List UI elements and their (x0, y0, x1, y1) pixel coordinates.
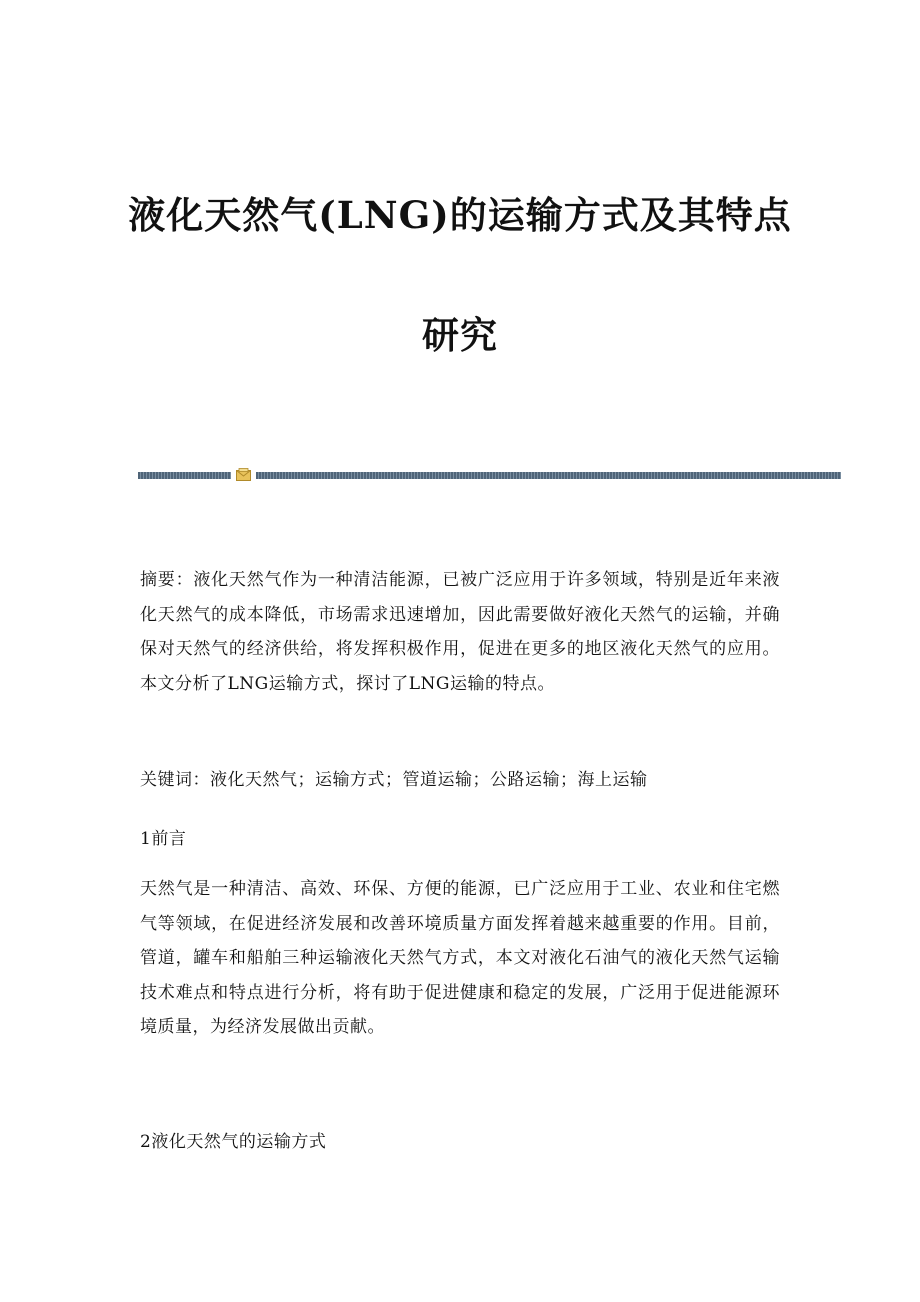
divider-bar-left (138, 472, 231, 479)
abstract-paragraph: 摘要：液化天然气作为一种清洁能源，已被广泛应用于许多领域，特别是近年来液化天然气的成本降低，市场需求迅速增加，因此需要做好液化天然气的运输，并确保对天然气的经济供给，将发挥积极作用，促进在更多的地区液化天然气的应用。本文分析了LNG运输方式，探讨了LNG运输的特点。 (140, 570, 780, 694)
section-1-paragraph: 天然气是一种清洁、高效、环保、方便的能源，已广泛应用于工业、农业和住宅燃气等领域，在促进经济发展和改善环境质量方面发挥着越来越重要的作用。目前，管道，罐车和船舶三种运输液化天然气方式，本文对液化石油气的液化天然气运输技术难点和特点进行分析，将有助于促进健康和稳定的发展，广泛用于促进能源环境质量，为经济发展做出贡献。 (140, 879, 780, 1037)
keywords-line: 关键词：液化天然气；运输方式；管道运输；公路运输；海上运输 (140, 770, 648, 790)
divider-bar-right (256, 472, 841, 479)
title-divider (138, 468, 841, 482)
document-title-line-1: 液化天然气(LNG)的运输方式及其特点 (128, 193, 792, 237)
section-1-heading: 1前言 (140, 829, 187, 849)
envelope-icon (236, 468, 251, 482)
section-2-heading: 2液化天然气的运输方式 (140, 1132, 327, 1152)
document-title-line-2: 研究 (422, 313, 498, 357)
